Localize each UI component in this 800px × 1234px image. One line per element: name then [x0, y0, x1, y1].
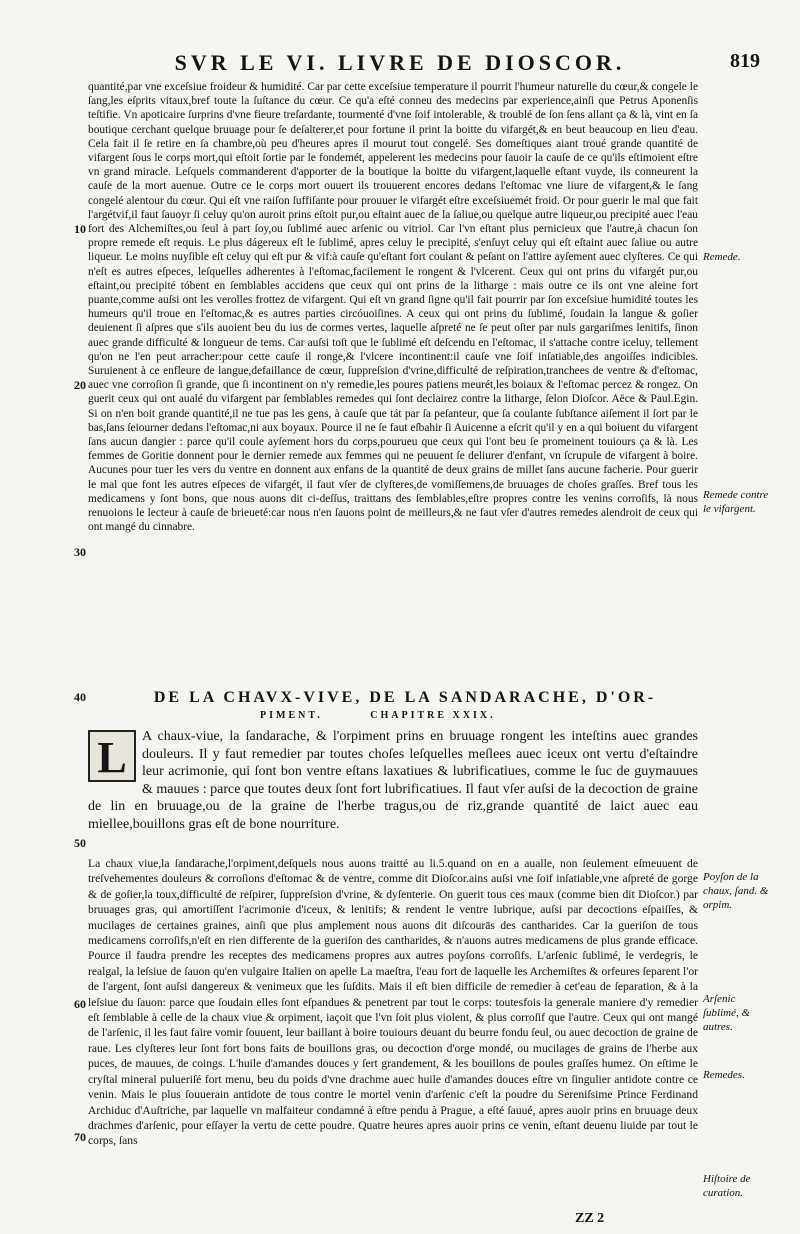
paragraph-commentary: La chaux viue,la ſandarache,l'orpiment,deſquels nous auons traitté au li.5.quand on en a aualle, non ſeulement eſmeuuent de treſvehementes douleurs & corroſions d'eſtomac & de ventre, comme dit Dioſcor.ains auſsi vne ſoif inſatiable,vne aſpreté de gorge & de goſier,la toux,difficulté de reſpirer, ſuppreſsion d'vrine, & dyſenterie. On guerit tous ces maux (comme bien dit Dioſcor.) par bruuages gras, qui amortiſſent l'acrimonie d'iceux, & lenitifs; & rendent le ventre lubrique, auſsi par decoctions eſpaiſſes, & mucilages de certaines graines, ainſi que plus amplement nous auons dit diſcourās des cantharides. Car la gueriſon de tous medicamens corroſifs,n'eſt en rien differente de la gueriſon des cantharides, & n'auons autres medicamens de plus grande efficace. Pource il faudra prendre les receptes des medicamens propres aux autres poyſons corroſifs. L'arſenic ſublimé, le verdegris, le realgal, la leſsiue de ſauon qu'en vulgaire Italien on apelle La maeſtra, l'eau fort de laquelle les Archemiſtes & orfeures ſeparent l'or de l'argent, ſont auſsi dangereux & venimeux que les ſuſdits. Mais il eſt bien difficile de remedier à cet'eau de ſeparation, & à la leſsiue du ſauon: parce que ſoudain elles ſont eſpandues & penetrent par tout le corps: toutesfois la generale maniere d'y remedier eſt ſemblable à celle de la chaux viue & orpiment, iaçoit que l'vn ſoit plus violent, & plus corroſif que l'autre. Ceux qui ont mangé de l'arſenic, il les faut faire vomir ſouuent, leur baillant à boire touiours deuant du beurre fondu ſeul, ou auec decoction de graine de raue. Les clyſteres leur ſont fort bons faits de bouillons gras, ou decoction d'orge mondé, ou mucilages de grains de l'herbe aux puces, de mauues, de coings. L'huile d'amandes douces y ſert grandement, & les bouillons de poules graſſes humez. On eſtime le cryſtal mineral pulueriſé fort menu, beu du poids d'vne drachme auec huile d'amandes douces eſtre vn ſingulier antidote contre ce venin. Mais le plus ſouuerain antidote de tous contre le mortel venin d'arſenic c'eſt la poudre du Sereniſsime Prince Ferdinand Archiduc d'Auſtriche, par laquelle vn malfaiteur condamné à eſtre pendu à Prague, a eſté ſauué, apres auoir prins en bruuage deux drachmes d'arſenic, pour eſſayer la vertu de cette poudre. Quatre heures apres auoir prins ce venin, eſtant deuenu liuide par tout le corps, ſans — [88, 857, 698, 1148]
line-number: 60 — [74, 997, 86, 1011]
paragraph-vifargent: quantité,par vne exceſsiue froideur & humidité. Car par cette exceſsiue temperature il pourrit l'humeur naturelle du cœur,& congele le ſang,les eſprits vitaux,bref toute la ſuſtance du cœur. Ce qu'a eſté conneu des medecins par experience,ainſi que Petrus Aponenſis teſtifie. Vn apoticaire ſurprins d'vne fieure treſardante, tourmenté d'vne ſoif intolerable, & troublé de ſon ſens allant ça & là, vint en ſa boutique cerchant quelque bruuage pour ſe deſalterer,et pour fortune il print la boitte du vifargét,& en beut beaucoup en lieu d'eau. Cela fait il ſe retire en ſa chambre,où peu d'heures apres il mourut tout congelé. Ses domeſtiques aiant troué grande quantité de vifargent ſous le corps mort,qui eſtoit ſortie par le fondemét, appelerent les medecins pour ſauoir la cauſe de ce qu'ils eſtimoient eſtre vn grand miracle. Leſquels commanderent d'apporter de la boutique la boitte du vifargent,laquelle eſtant vuyde, ils conneurent la cauſe de la mort auenue. Outre ce le corps mort ouuert ils trouuerent encores dedans l'eſtomac vne liure de vifargent,& le ſang congelé alentour du cœur. Qui eſt vne raiſon ſuffiſante pour prouuer le vifargét eſtre exceſsiuemét froid. Or pour guerir le mal que fait l'argétvif,il faut ſauoyr ſi celuy qu'on auroit prins eſtoit pur,ou eſtaint auec de la ſaliue,ou quelque autre liqueur,ou precipité auec l'eau fort des Alchemiſtes,ou ſeul à part ſoy,ou ſublimé auec arſenic ou vitriol. Car l'vn eſtant plus pernicieux que l'autre,à chacun ſon propre remede eſt requis. Le plus dágereux eſt le ſublimé, apres celuy le precipité, s'enſuyt celuy qui eſt eſtaint auec ſaliue ou autre liqueur. Le moins nuyſible eſt celuy qui eſt pur & vif:à cauſe qu'eſtant fort coulant & peſant on l'attire ayſement auec clyſteres. Ce qui n'eſt es autres eſpeces, leſquelles adherentes à l'eſtomac,facilement le rongent & l'vlcerent. Ceux qui ont prins du vifargét pur,ou eſtaint,ou precipité tóbent en ſemblables accidens que ceux qui ont prins de la litharge : mais outre ce ils ont vne aleine fort puante,comme auſsi ont les verolles frottez de vifargent. Qui eſt vn grand ſigne qu'il fait pourrir par ſon exceſsiue humidité toutes les humeurs qu'il troue en l'eſtomac,& es autres parties circóuoiſines. A ceux qui ont prins du ſublimé, ſoudain la langue & goſier deuienent ſi aſpres que s'ils auoient beu du ius de cormes vertes, laquelle aſpreté ne ſe peut oſter par nuls gargariſmes lenitifs, ſinon auec grande difficulté & longueur de tems. Car auſsi toſt que le ſublimé eſt deſcendu en l'eſtomac, il s'attache contre iceluy, tellement qu'on ne l'en peut arracher:pour cette cauſe il ronge,& l'vlcere incontinent:il cauſe vne ſoif inſatiable,des angoiſſes indicibles. Suruienent à ce enfleure de langue,defaillance de cœur, ſuppreſsion d'vrine,difficulté de reſpiration,tranchees de ventre & d'eſtomac, auec vne corroſion ſi grande, que ſi incontinent on n'y remedie,les poures patiens meurét,les boiaux & l'eſtomac percez & rongez. On guerit ceux qui ont aualé du vifargent par ſemblables remedes qui ſont declairez contre la litharge, ſelon Dioſcor. Aëce & Paul.Egin. Si on n'en boit grande quantité,il ne tue pas les gens, à cauſe que tát par ſa peſanteur, que ſa coulante ſubſtance aiſement il ſort par le bas,ſans ſeiourner dedans l'eſtomac,ni aux boyaux. Pource il ne ſe faut eſbahir ſi Auicenne a eſcrit qu'il y en a qui boiuent du vifargent ſans aucun dangier : parce qu'il coule ayſement hors du corps,pourueu que ceux qui l'ont beu ſe promeinent touiours ça & là. Les femmes de Goritie donnent pour le dernier remede aux femmes qui ne peuuent ſe deliurer d'enfant, vn ſcrupule de vifargent à boire. Aucunes pour tuer les vers du ventre en donnent aux enfans de la quantité de deux grains de millet ſans aucune facherie. Pour guerir le mal que font les autres eſpeces de vifargét, il faut vſer de clyſteres,de vomiſſemens,de bruuages de choſes graſſes. Bref tous les medicamens y ſont bons, que nous auons dit ci-deſſus, traittans des ſemblables,eſtre propres contre les venins corroſifs, là nous renuoions le lecteur à cauſe de brieueté:car nous n'en ſauons point de meilleurs,& ne faut vſer d'autres remedes alendroit de ceux qui ont mangé du cinnabre. — [88, 81, 698, 534]
signature-mark: ZZ 2 — [575, 1211, 605, 1226]
line-number: 40 — [74, 690, 86, 704]
chapter-subheading — [260, 710, 560, 721]
running-title: SVR LE VI. LIVRE DE DIOSCOR. — [174, 50, 626, 75]
page-number: 819 — [730, 50, 760, 72]
margin-note-poyson: Poyſon de la chaux, ſand. & orpim. — [703, 871, 769, 911]
line-number: 10 — [74, 222, 86, 236]
text-block-commentary — [88, 856, 698, 1208]
margin-note-arsenic: Arſenic ſublimé, & autres. — [703, 993, 751, 1033]
paragraph-dioscorides — [88, 728, 698, 834]
chapter-subheading-word: PIMENT. — [260, 710, 323, 721]
decorated-initial: L — [88, 730, 136, 782]
chapter-heading: DE LA CHAVX-VIVE, DE LA SANDARACHE, D'OR- — [153, 689, 657, 706]
line-number: 20 — [74, 378, 86, 392]
margin-note-remede: Remede. — [703, 251, 741, 263]
line-number: 30 — [74, 545, 86, 559]
line-number: 70 — [74, 1130, 86, 1144]
margin-note-remedes: Remedes. — [703, 1069, 745, 1081]
margin-note-remede-vifargent: Remede contre le vifargent. — [703, 489, 769, 515]
text-block-vifargent — [88, 80, 698, 680]
chapter-number: CHAPITRE XXIX. — [370, 710, 496, 721]
paragraph-dioscorides-text: A chaux-viue, la ſandarache, & l'orpiment prins en bruuage rongent les inteſtins auec grandes douleurs. Il y faut remedier par toutes choſes leſquelles meſlees auec iceux ont vertu d'eſtaindre leur acrimonie, qui ſont bon ventre eſtans laxatiues & lubrificatiues, comme le ſuc de guymauues & mauues : parce que toutes deux ſont fort lubrificatiues. Il faut vſer auſsi de la decoction de graine de lin en bruuage,ou de la graine de l'herbe tragus,ou de riz,grande quantité de laict auec eau miellee,bouillons gras eſt de bone nourriture. — [88, 729, 698, 832]
text-block-dioscorides — [88, 728, 698, 854]
margin-note-histoire: Hiſtoire de curation. — [703, 1173, 751, 1199]
line-number: 50 — [74, 836, 86, 850]
